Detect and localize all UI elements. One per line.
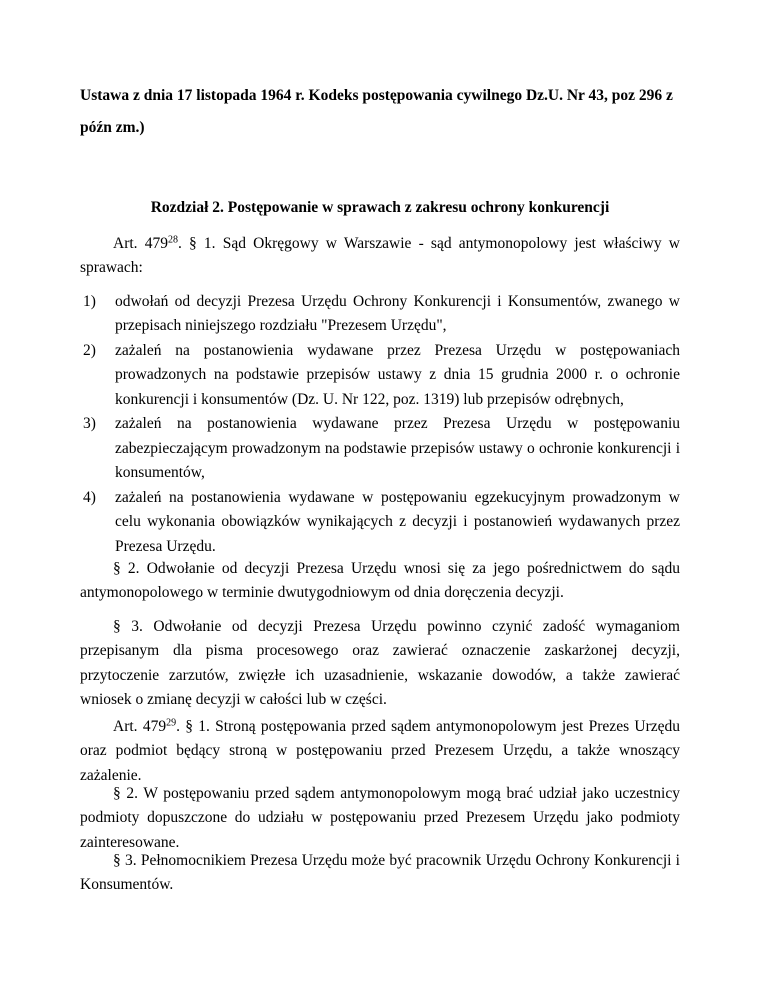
art-479-28-par-2: § 2. Odwołanie od decyzji Prezesa Urzędu wnosi się za jego pośrednictwem do sądu antymonopolowego w terminie dwutygodniowym od dnia doręczenia decyzji. [80,560,680,602]
list-item-text: zażaleń na postanowienia wydawane przez Prezesa Urzędu w postępowaniach prowadzonych na podstawie przepisów ustawy z dnia 15 grudnia 2000 r. o ochronie konkurencji i konsumentów (Dz. U. Nr 122, poz. 1319) lub przepisów odrębnych, [115,341,680,408]
article-label: Art. 479 [113,718,167,735]
list-item-number: 2) [83,341,96,359]
art-479-28-par-3: § 3. Odwołanie od decyzji Prezesa Urzędu powinno czynić zadość wymaganiom przepisanym dla pisma procesowego oraz zawierać oznaczenie zaskarżonej decyzji, przytoczenie zarzutów, zwięzłe ich uzasadnienie, wskazanie dowodów, a także zawierać wniosek o zmianę decyzji w całości lub w części. [80,618,680,709]
paragraph-text: . § 1. Sąd Okręgowy w Warszawie - sąd antymonopolowy jest właściwy w sprawach: [80,235,680,277]
paragraph-text: . § 1. Stroną postępowania przed sądem antymonopolowym jest Prezes Urzędu oraz podmiot będący stroną w postępowaniu przed Prezesem Urzędu, a także wnoszący zażalenie. [80,718,680,784]
list-item-text: odwołań od decyzji Prezesa Urzędu Ochrony Konkurencji i Konsumentów, zwanego w przepisach niniejszego rozdziału "Prezesem Urzędu", [115,293,680,335]
document-title: Ustawa z dnia 17 listopada 1964 r. Kodeks postępowania cywilnego Dz.U. Nr 43, poz 296 z późn zm.) [80,87,673,136]
list-item-number: 4) [83,488,96,506]
list-item-number: 1) [83,293,96,310]
list-item [83,486,680,559]
jurisdiction-list [83,290,680,559]
list-item [83,290,680,339]
article-superscript: 29 [166,717,177,729]
list-item-text: zażaleń na postanowienia wydawane przez Prezesa Urzędu w postępowaniu zabezpieczającym prowadzonym na podstawie przepisów ustawy o ochronie konkurencji i konsumentów, [115,415,680,482]
article-label: Art. 479 [113,235,168,252]
list-item-text: zażaleń na postanowienia wydawane w postępowaniu egzekucyjnym prowadzonym w celu wykonania obowiązków wynikających z decyzji i postanowień wydawanych przez Prezesa Urzędu. [115,488,680,555]
art-479-29-par-2: § 2. W postępowaniu przed sądem antymonopolowym mogą brać udział jako uczestnicy podmioty dopuszczone do udziału w postępowaniu przed Prezesem Urzędu jako podmioty zainteresowane. [80,785,680,851]
art-479-29-par-1 [80,715,680,788]
list-item [83,412,680,485]
list-item-number: 3) [83,415,96,433]
chapter-heading: Rozdział 2. Postępowanie w sprawach z zakresu ochrony konkurencji [150,199,610,216]
list-item [83,339,680,412]
article-superscript: 28 [167,234,178,246]
art-479-29-par-3: § 3. Pełnomocnikiem Prezesa Urzędu może być pracownik Urzędu Ochrony Konkurencji i Konsumentów. [80,852,680,894]
art-479-28-par-1 [80,232,680,281]
